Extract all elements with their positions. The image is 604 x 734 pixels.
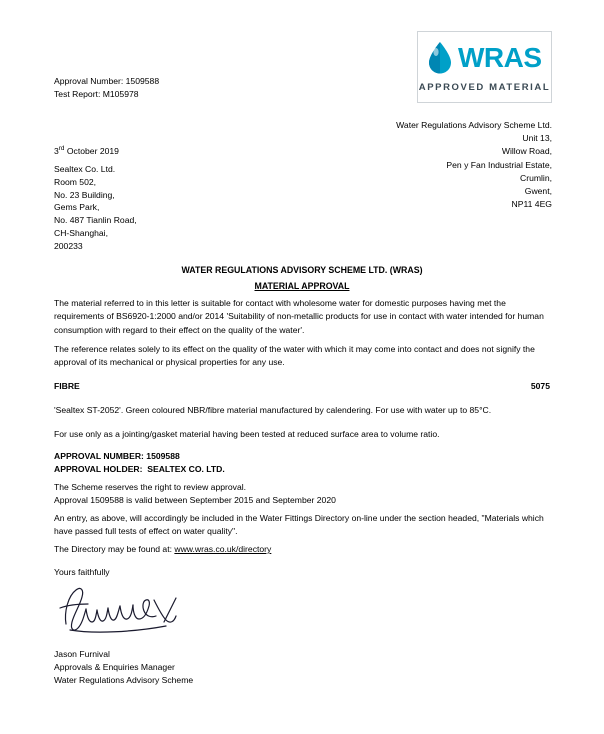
material-category: FIBRE	[54, 381, 80, 391]
sender-address	[396, 119, 552, 211]
sender-address-line: Water Regulations Advisory Scheme Ltd.	[396, 120, 552, 130]
sender-address-line: Crumlin,	[520, 172, 552, 183]
recipient-address	[54, 163, 137, 253]
body-paragraph-1: The material referred to in this letter is suitable for contact with wholesome water for domestic purposes having met the requirements of BS6920-1:2000 and/or 2014 'Suitability of non-metallic products for use in contact with water intended for human consumption with regard to their effect on the quality of the water'.	[54, 298, 544, 335]
approval-number-bold: APPROVAL NUMBER: 1509588	[54, 451, 180, 461]
body-paragraph-6: An entry, as above, will accordingly be included in the Water Fittings Directory on-line under the section headed, "Materials which have passed full tests of effect on water quality".	[54, 513, 544, 537]
date-ordinal: rd	[58, 145, 65, 152]
date-rest: October 2019	[64, 145, 119, 156]
date-day: 3	[54, 145, 59, 156]
document-subtitle: MATERIAL APPROVAL	[254, 281, 350, 291]
recipient-address-line: 200233	[54, 240, 83, 251]
signature-image	[54, 578, 184, 638]
body-paragraph-3: 'Sealtex ST-2052'. Green coloured NBR/fibre material manufactured by calendering. For use with water up to 85°C.	[54, 405, 492, 415]
sender-address-line: NP11 4EG	[511, 199, 552, 210]
signer-name: Jason Furnival	[54, 649, 110, 659]
sender-address-line: Willow Road,	[501, 146, 552, 157]
wras-logo	[417, 31, 552, 103]
test-report-header: Test Report: M105978	[54, 89, 139, 99]
signer-organisation: Water Regulations Advisory Scheme	[54, 675, 194, 686]
review-notice: The Scheme reserves the right to review approval.	[54, 482, 247, 492]
validity-period: Approval 1509588 is valid between September 2015 and September 2020	[54, 495, 336, 505]
body-paragraph-4: For use only as a jointing/gasket material having been tested at reduced surface area to volume ratio.	[54, 429, 440, 439]
water-drop-icon	[426, 41, 454, 75]
sign-off: Yours faithfully	[54, 567, 110, 577]
recipient-address-line: Room 502,	[54, 176, 97, 187]
sender-address-line: Unit 13,	[522, 133, 552, 144]
sender-address-line: Gwent,	[524, 186, 552, 197]
document-title: WATER REGULATIONS ADVISORY SCHEME LTD. (WRAS)	[181, 265, 423, 275]
directory-link[interactable]: www.wras.co.uk/directory	[174, 544, 272, 554]
material-category-code: 5075	[530, 381, 550, 391]
sender-address-line: Pen y Fan Industrial Estate,	[446, 159, 552, 170]
recipient-address-line: No. 487 Tianlin Road,	[54, 215, 137, 226]
approval-number-header: Approval Number: 1509588	[54, 76, 160, 86]
directory-prefix: The Directory may be found at:	[54, 544, 175, 554]
directory-line	[54, 543, 271, 556]
signer-title: Approvals & Enquiries Manager	[54, 662, 175, 673]
recipient-address-line: Sealtex Co. Ltd.	[54, 164, 116, 174]
logo-wordmark: WRAS	[458, 42, 542, 73]
logo-row	[426, 41, 542, 75]
logo-subtitle: APPROVED MATERIAL	[418, 82, 551, 93]
recipient-address-line: Gems Park,	[54, 202, 100, 213]
recipient-address-line: CH-Shanghai,	[54, 227, 108, 238]
body-paragraph-2: The reference relates solely to its effect on the quality of the water with which it may come into contact and does not signify the approval of its mechanical or physical properties for any use.	[54, 344, 535, 368]
approval-holder-bold: APPROVAL HOLDER: SEALTEX CO. LTD.	[54, 464, 225, 474]
letter-date	[54, 143, 119, 157]
signer-details	[54, 648, 193, 688]
recipient-address-line: No. 23 Building,	[54, 189, 115, 200]
